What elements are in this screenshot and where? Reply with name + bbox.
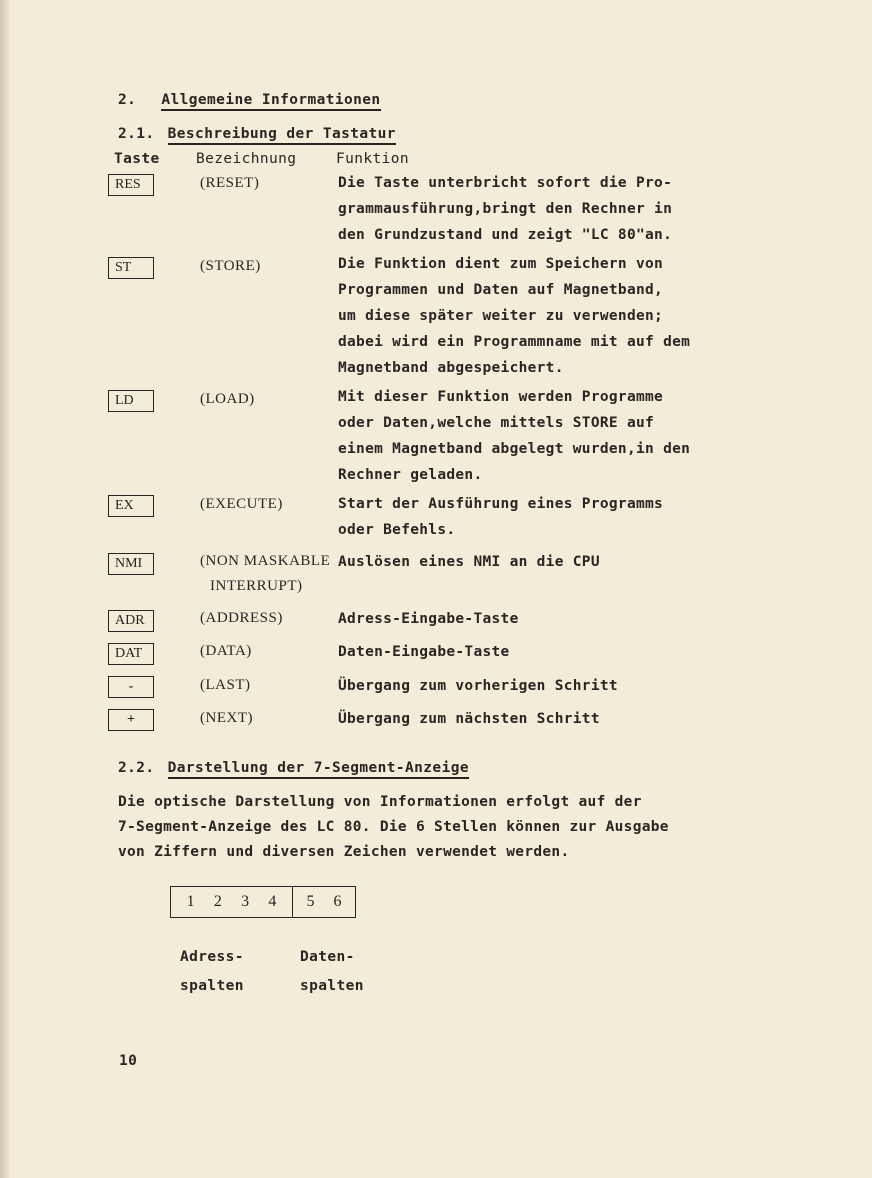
paragraph-line: Die optische Darstellung von Informationen erfolgt auf der — [118, 794, 642, 810]
key-function-dat — [338, 639, 758, 665]
label-line: Adress- — [180, 949, 244, 965]
key-box-dat: DAT — [108, 643, 154, 665]
key-box-ex: EX — [108, 495, 154, 517]
function-line: Mit dieser Funktion werden Programme — [338, 389, 664, 405]
key-box-res: RES — [108, 174, 154, 196]
key-name-nmi: (NON MASKABLE — [200, 553, 331, 569]
section-number: 2.2. — [118, 760, 155, 776]
key-name-last: (LAST) — [200, 677, 251, 693]
function-line: oder Befehls. — [338, 522, 456, 538]
key-name-adr: (ADDRESS) — [200, 610, 283, 626]
section-number: 2. — [118, 92, 137, 108]
function-line: dabei wird ein Programmname mit auf dem — [338, 334, 691, 350]
key-name-nmi-cont: INTERRUPT) — [210, 578, 303, 594]
digit: 4 — [268, 893, 277, 910]
section-heading-display — [118, 760, 469, 776]
function-line: Programmen und Daten auf Magnetband, — [338, 282, 664, 298]
section-heading-main — [118, 92, 381, 108]
digit: 2 — [213, 893, 222, 910]
key-name-next: (NEXT) — [200, 710, 253, 726]
page-edge — [0, 0, 10, 1178]
key-name-dat: (DATA) — [200, 643, 252, 659]
section-title: Darstellung der 7-Segment-Anzeige — [168, 760, 469, 779]
function-line: Die Funktion dient zum Speichern von — [338, 256, 664, 272]
function-line: Daten-Eingabe-Taste — [338, 644, 510, 660]
section-title: Allgemeine Informationen — [161, 92, 380, 111]
function-line: Die Taste unterbricht sofort die Pro- — [338, 175, 673, 191]
key-name-res: (RESET) — [200, 175, 260, 191]
key-function-ld — [338, 384, 758, 488]
paragraph-line: von Ziffern und diversen Zeichen verwendet werden. — [118, 844, 570, 860]
label-line: spalten — [180, 978, 244, 994]
data-columns-label — [300, 943, 364, 1001]
key-box-next: + — [108, 709, 154, 731]
function-line: grammausführung,bringt den Rechner in — [338, 201, 673, 217]
digit: 5 — [306, 893, 315, 910]
address-columns-label — [180, 943, 244, 1001]
key-box-ld: LD — [108, 390, 154, 412]
key-box-nmi: NMI — [108, 553, 154, 575]
key-function-last — [338, 673, 758, 699]
section-title: Beschreibung der Tastatur — [168, 126, 396, 145]
key-box-adr: ADR — [108, 610, 154, 632]
key-function-st — [338, 251, 758, 381]
function-line: Rechner geladen. — [338, 467, 483, 483]
section-heading-keyboard — [118, 126, 396, 142]
label-line: Daten- — [300, 949, 355, 965]
address-digits — [171, 887, 293, 917]
key-name-ld: (LOAD) — [200, 391, 255, 407]
function-line: Auslösen eines NMI an die CPU — [338, 554, 600, 570]
key-function-ex — [338, 491, 758, 543]
key-name-st: (STORE) — [200, 258, 261, 274]
key-function-next — [338, 706, 758, 732]
column-header-key: Taste — [114, 151, 160, 167]
key-box-st: ST — [108, 257, 154, 279]
column-header-function: Funktion — [336, 151, 410, 167]
key-function-nmi — [338, 549, 758, 575]
function-line: Magnetband abgespeichert. — [338, 360, 564, 376]
label-line: spalten — [300, 978, 364, 994]
function-line: Übergang zum nächsten Schritt — [338, 711, 600, 727]
digit: 1 — [186, 893, 195, 910]
data-digits — [293, 887, 355, 917]
display-description — [118, 790, 669, 865]
digit: 3 — [241, 893, 250, 910]
paragraph-line: 7-Segment-Anzeige des LC 80. Die 6 Stellen können zur Ausgabe — [118, 819, 669, 835]
page-number: 10 — [119, 1053, 138, 1069]
key-function-res — [338, 170, 758, 248]
key-box-last: - — [108, 676, 154, 698]
key-name-ex: (EXECUTE) — [200, 496, 283, 512]
function-line: oder Daten,welche mittels STORE auf — [338, 415, 655, 431]
column-header-name: Bezeichnung — [196, 151, 297, 167]
section-number: 2.1. — [118, 126, 155, 142]
function-line: Übergang zum vorherigen Schritt — [338, 678, 618, 694]
function-line: um diese später weiter zu verwenden; — [338, 308, 664, 324]
function-line: Adress-Eingabe-Taste — [338, 611, 519, 627]
digit: 6 — [333, 893, 342, 910]
function-line: Start der Ausführung eines Programms — [338, 496, 664, 512]
key-function-adr — [338, 606, 758, 632]
function-line: einem Magnetband abgelegt wurden,in den — [338, 441, 691, 457]
function-line: den Grundzustand und zeigt "LC 80"an. — [338, 227, 673, 243]
display-digits-diagram — [170, 886, 356, 918]
